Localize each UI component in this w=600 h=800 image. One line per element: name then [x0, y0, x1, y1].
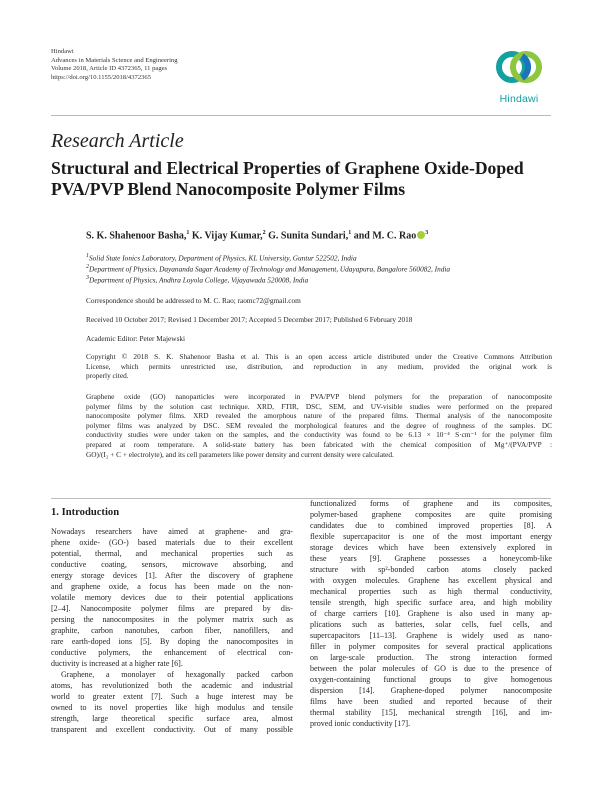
- body-text-line: [2–4]. Nanocomposite polymer films are prepared by dis-: [51, 604, 293, 613]
- header-divider: [51, 115, 551, 116]
- author-affil-sup: 2: [262, 230, 266, 236]
- body-text-line: volatile memory devices due to their potential applications: [51, 593, 293, 602]
- body-text-line: filler in polymer composites for several practical applications: [310, 642, 552, 651]
- body-text-line: Graphene, a monolayer of hexagonally packed carbon: [61, 670, 293, 679]
- logo-text: Hindawi: [499, 93, 539, 105]
- affiliation-text: Department of Physics, Andhra Loyola College, Vijayawada 520008, India: [89, 275, 309, 285]
- body-text-line: and graphene oxide, a focus has been made on the non-: [51, 582, 293, 591]
- body-text-line: thermal stability [15], mechanical strength [16], and im-: [310, 708, 552, 717]
- abstract-line: polymer films by the solution cast technique. XRD, FTIR, DSC, SEM, and UV-visible studies were performed on the prepared: [86, 401, 552, 411]
- affiliation: [86, 274, 450, 285]
- author-name[interactable]: K. Vijay Kumar,: [191, 230, 263, 242]
- affiliation-text: Department of Physics, Dayananda Sagar Academy of Technology and Management, Udayapura, Bangalore 560082, India: [89, 264, 451, 274]
- body-text-line: oxygen-containing functional groups to give homogenous: [310, 675, 552, 684]
- body-text-line: atoms, has revolutionized both the academic and industrial: [51, 681, 293, 690]
- body-text-line: structure with sp²-bonded carbon atoms closely packed: [310, 565, 552, 574]
- doi-link[interactable]: https://doi.org/10.1155/2018/4372365: [51, 73, 152, 81]
- copyright-line: License, which permits unrestricted use, distribution, and reproduction in any medium, provided the original work is: [86, 361, 552, 371]
- body-text-line: flexible supercapacitor is one of the most important energy: [310, 532, 552, 541]
- intro-right-column: [310, 498, 552, 729]
- abstract-line: GO)/(I₂ + C + electrolyte), and its cell parameters like power density and current density were calculated.: [86, 449, 394, 459]
- author-list: [86, 230, 428, 241]
- body-text-line: films have been studied and reported because of their: [310, 697, 552, 706]
- affiliation-sup: 2: [86, 264, 89, 271]
- body-text-line: proved ionic conductivity [17].: [310, 719, 411, 728]
- body-text-line: of charge carriers [10]. Graphene is also used in many ap-: [310, 609, 552, 618]
- body-text-line: strength, large theoretical specific surface area, almost: [51, 714, 293, 723]
- body-text-line: with oxygen molecules. Graphene has excellent physical and: [310, 576, 552, 585]
- body-text-line: mechanical properties such as high thermal conductivity,: [310, 587, 552, 596]
- author-name[interactable]: G. Sunita Sundari,: [268, 230, 349, 242]
- affiliation-sup: 1: [86, 253, 89, 259]
- author-affil-sup: 1: [186, 230, 190, 236]
- affiliation-sup: 3: [86, 275, 89, 282]
- body-text-line: transparent and excellent conductivity. Out of many possible: [51, 725, 293, 734]
- body-text-line: between the polar molecules of GO is due to the presence of: [310, 664, 552, 673]
- body-text-line: storage devices which have been extensively explored in: [310, 543, 552, 552]
- body-text-line: persing the nanocomposites in the polymer matrix such as: [51, 615, 293, 624]
- affiliations: [86, 252, 450, 285]
- abstract: [86, 392, 552, 459]
- hindawi-logo: [486, 45, 552, 105]
- body-text-line: phene oxide- (GO-) based materials due to their excellent: [51, 538, 293, 547]
- body-text-line: supercapacitors [11–13]. Graphene is widely used as nano-: [310, 631, 552, 640]
- body-text-line: graphite, carbon nanotubes, carbon fiber, nanofillers, and: [51, 626, 293, 635]
- body-text-line: owned to its novel properties like high modulus and tensile: [51, 703, 293, 712]
- abstract-line: conductivity studies were under taken on the samples, and the conductivity was found to be 6.13 × 10⁻⁴ S·cm⁻¹ for the polymer film: [86, 430, 552, 440]
- title-line: PVA/PVP Blend Nanocomposite Polymer Films: [51, 179, 406, 199]
- body-text-line: rare earth-doped ions [5]. By doping the nanocomposites in: [51, 637, 293, 646]
- body-text-line: plications such as batteries, solar cells, fuel cells, and: [310, 620, 552, 629]
- affiliation: [86, 263, 450, 274]
- hindawi-logo-icon: [486, 45, 552, 93]
- body-text-line: dispersion [14]. Graphene-doped polymer nanocomposite: [310, 686, 552, 695]
- affiliation: [86, 252, 450, 263]
- body-text-line: ductivity is increased at a higher rate [6].: [51, 659, 183, 668]
- publication-dates: Received 10 October 2017; Revised 1 December 2017; Accepted 5 December 2017; Published 6 February 2018: [86, 315, 413, 324]
- correspondence: Correspondence should be addressed to M. C. Rao; raomc72@gmail.com: [86, 296, 301, 305]
- author-name[interactable]: and M. C. Rao: [353, 230, 417, 242]
- abstract-line: prepared at room temperature. A solid-state battery has been fabricated with the chemical composition of Mg⁺/(PVA/PVP :: [86, 439, 552, 449]
- journal-name: Advances in Materials Science and Engineering: [51, 56, 178, 64]
- publisher-name: Hindawi: [51, 48, 74, 55]
- body-text-line: world to greater extent [7]. Such a huge interest may be: [51, 692, 293, 701]
- copyright-line: Copyright © 2018 S. K. Shahenoor Basha et al. This is an open access article distributed under the Creative Commons Attribution: [86, 352, 552, 361]
- body-text-line: functionalized forms of graphene and its composites,: [310, 499, 552, 508]
- affiliation-text: Solid State Ionics Laboratory, Department of Physics, KL University, Guntur 522502, India: [89, 253, 357, 263]
- body-text-line: tensile strength, high specific surface area, and high mobility: [310, 598, 552, 607]
- body-text-line: energy storage devices [1]. After the discovery of graphene: [51, 571, 293, 580]
- author-name[interactable]: S. K. Shahenoor Basha,: [86, 230, 187, 242]
- body-text-line: these years [9]. Graphene possesses a honeycomb-like: [310, 554, 552, 563]
- copyright-line: properly cited.: [86, 371, 129, 381]
- author-affil-sup: 1: [348, 230, 352, 236]
- section-heading: 1. Introduction: [51, 507, 120, 518]
- abstract-line: polymer films was analyzed by DSC. SEM revealed the morphological features and the degree of roughness of the samples. DC: [86, 420, 552, 430]
- body-text-line: polymer-based graphene composites are quite promising: [310, 510, 552, 519]
- journal-info: [51, 48, 178, 82]
- body-text-line: on large-scale production. The strong interaction formed: [310, 653, 552, 662]
- article-title: [51, 158, 561, 200]
- body-text-line: conductive polymers, the enhancement of electrical con-: [51, 648, 293, 657]
- body-text-line: potential, thermal, and mechanical properties such as: [51, 549, 293, 558]
- body-text-line: Nowadays researchers have aimed at graphene- and gra-: [51, 527, 293, 536]
- abstract-line: nanocomposite polymer films. XRD revealed the amorphous nature of the prepared films. Thermal analysis of the nanocomposite: [86, 411, 552, 421]
- body-text-line: conductive coating, sensors, microwave absorbing, and: [51, 560, 293, 569]
- volume-info: Volume 2018, Article ID 4372365, 11 pages: [51, 65, 168, 73]
- abstract-line: Graphene oxide (GO) nanoparticles were incorporated in PVA/PVP blend polymers for the preparation of nanocomposite: [86, 392, 552, 401]
- copyright-notice: [86, 352, 552, 381]
- title-line: Structural and Electrical Properties of Graphene Oxide-Doped: [51, 158, 524, 178]
- author-affil-sup: 3: [425, 230, 429, 236]
- article-type: Research Article: [51, 130, 184, 152]
- body-text-line: candidates due to combined improved properties [8]. A: [310, 521, 552, 530]
- academic-editor: Academic Editor: Peter Majewski: [86, 334, 186, 343]
- intro-left-column: [51, 526, 293, 735]
